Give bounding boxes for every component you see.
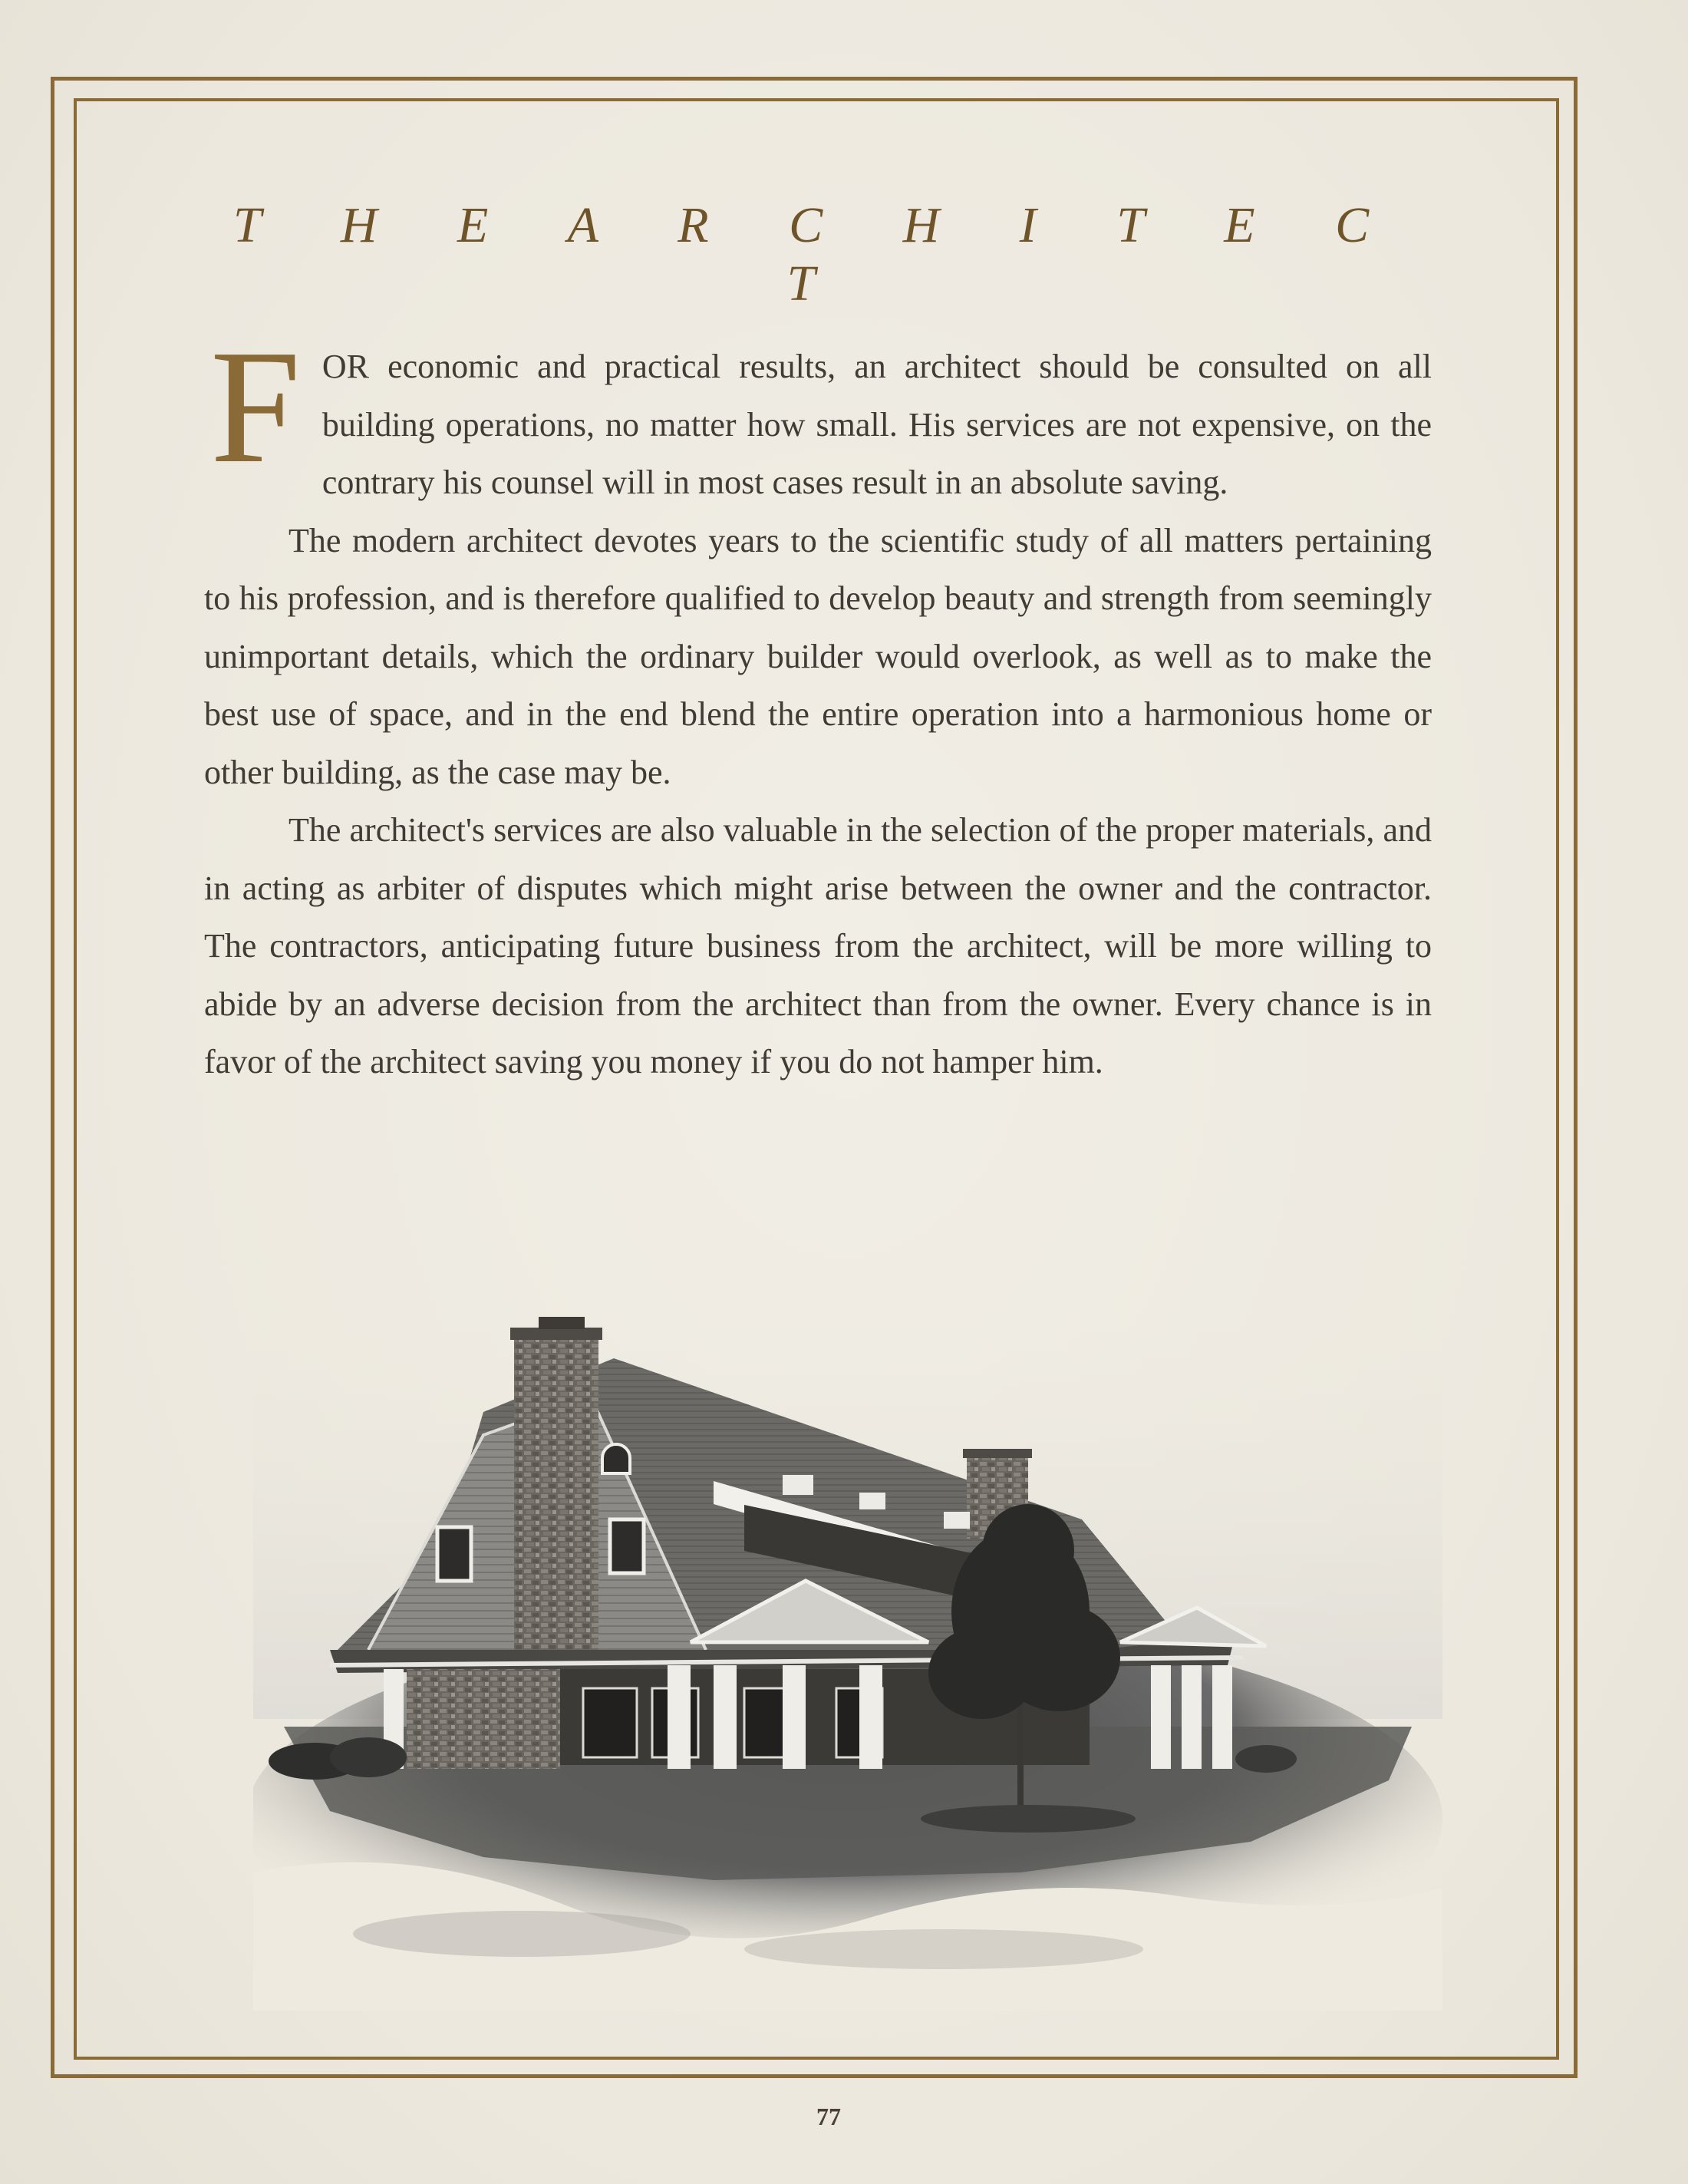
page-title: T H E A R C H I T E C T: [232, 197, 1403, 312]
page-number: 77: [816, 2103, 841, 2130]
drop-cap-letter: F: [210, 316, 301, 497]
paragraph-1: [204, 316, 1432, 512]
paragraph-1-text: OR economic and practical results, an architect should be consulted on all building operations, no matter how small. His services are not expensive, on the contrary his counsel will in most cases result in an absolute saving.: [321, 348, 1432, 501]
paragraph-3: The architect's services are also valuable in the selection of the proper materials, and in acting as arbiter of disputes which might arise between the owner and the contractor. The contractors, anticipating future business from the architect, will be more willing to abide by an adverse decision from the architect than from the owner. Every chance is in favor of the architect saving you money if you do not hamper him.: [204, 811, 1432, 1080]
body-text: [204, 316, 1432, 1091]
paragraph-2: The modern architect devotes years to the scientific study of all matters pertaining to his profession, and is therefore qualified to develop beauty and strength from seemingly unimportant details, which the ordinary builder would overlook, as well as to make the best use of space, and in the end blend the entire operation into a harmonious home or other building, as the case may be.: [204, 521, 1432, 791]
house-photograph: [253, 1289, 1442, 2011]
